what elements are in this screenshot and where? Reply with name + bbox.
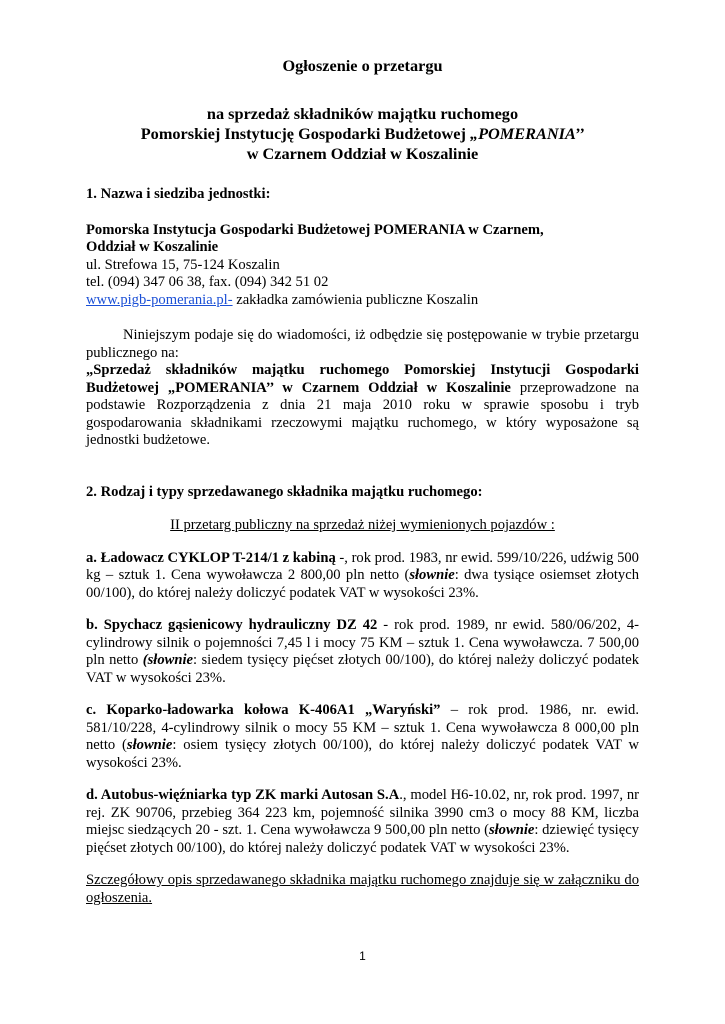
document-page	[86, 56, 639, 907]
document-title: Ogłoszenie o przetargu	[282, 56, 443, 75]
item-d-price-words: : dziewięć tysięcy pięćset złotych 00/100), do której należy doliczyć podatek VAT w wysokości 23%.	[86, 822, 639, 856]
intro-paragraph	[86, 327, 639, 450]
item-c-name: c. Koparko-ładowarka kołowa K-406A1 „Waryński”	[86, 702, 441, 718]
item-a-text: -, rok prod. 1983, nr ewid. 599/10/226, udźwig 500 kg – sztuk 1. Cena wywoławcza 2 800,00 pln netto (	[86, 549, 639, 583]
item-d	[86, 787, 639, 857]
closing-note: Szczegółowy opis sprzedawanego składnika majątku ruchomego znajduje się w załączniku do ogłoszenia.	[86, 872, 639, 906]
intro-text: Niniejszym podaje się do wiadomości, iż odbędzie się postępowanie w trybie przetargu publicznego na:	[86, 327, 639, 361]
subtitle-line-1: na sprzedaż składników majątku ruchomego	[206, 104, 519, 123]
intro-rest: przeprowadzone na podstawie Rozporządzenia z dnia 21 maja 2010 roku w sprawie sposobu i tryb gospodarowania składnikami rzeczowymi majątku ruchomego, w który wyposażone są jednostki budżetowe.	[86, 379, 640, 448]
intro-bold-title: „Sprzedaż składników majątku ruchomego Pomorskiej Instytucji Gospodarki Budżetowej „POMERANIA’’ w Czarnem Oddział w Koszalinie	[86, 362, 639, 396]
item-a-name: a. Ładowacz CYKLOP T-214/1 z kabiną	[86, 549, 336, 566]
item-c-price-words: : osiem tysięcy złotych 00/100), do której należy doliczyć podatek VAT w wysokości 23%.	[86, 737, 639, 771]
org-name-line-1: Pomorska Instytucja Gospodarki Budżetowej POMERANIA w Czarnem,	[86, 221, 544, 238]
item-d-name: d. Autobus-więźniarka typ ZK marki Autosan S.A	[86, 787, 400, 803]
org-phone: tel. (094) 347 06 38, fax. (094) 342 51 02	[86, 274, 329, 290]
item-d-words-label: słownie	[488, 822, 535, 838]
item-b-words-label: (słownie	[142, 652, 193, 668]
item-a-price-words: : dwa tysiące osiemset złotych 00/100), do której należy doliczyć podatek VAT w wysokości 23%.	[86, 567, 639, 601]
item-d-text: ., model H6-10.02, nr, rok prod. 1997, nr rej. ZK 90706, przebieg 364 223 km, pojemność silnika 3990 cm3 o mocy 88 KM, liczba miejsc siedzących 20 - szt. 1. Cena wywoławcza 9 500,00 pln netto (	[86, 787, 639, 838]
item-a	[86, 550, 639, 603]
subtitle-line-3: w Czarnem Oddział w Koszalinie	[246, 144, 479, 163]
website-link[interactable]: www.pigb-pomerania.pl-	[86, 291, 233, 308]
item-b-name: b. Spychacz gąsienicowy hydrauliczny DZ 42	[86, 617, 378, 633]
item-a-words-label: słownie	[409, 567, 455, 583]
item-c-text: – rok prod. 1986, nr. ewid. 581/10/228, 4-cylindrowy silnik o mocy 55 KM – sztuk 1. Cena wywoławcza 8 000,00 pln netto (	[86, 702, 639, 753]
website-note: zakładka zamówienia publiczne Koszalin	[232, 291, 479, 308]
section2-heading: 2. Rodzaj i typy sprzedawanego składnika majątku ruchomego:	[86, 483, 483, 500]
tender-note: II przetarg publiczny na sprzedaż niżej wymienionych pojazdów :	[170, 517, 555, 533]
org-website-line	[86, 292, 639, 310]
item-c-words-label: słownie	[126, 737, 173, 753]
item-c	[86, 702, 639, 772]
item-b	[86, 617, 639, 687]
section1-heading: 1. Nazwa i siedziba jednostki:	[86, 186, 271, 202]
subtitle-line-2-a: Pomorskiej Instytucję Gospodarki Budżetowej	[140, 124, 470, 143]
item-b-text: - rok prod. 1989, nr ewid. 580/06/202, 4-cylindrowy silnik o pojemności 7,45 l i mocy 75 KM – sztuk 1. Cena wywoławcza. 7 500,00 pln netto	[86, 617, 639, 668]
subtitle-line-2	[86, 124, 639, 144]
page-number: 1	[359, 949, 366, 963]
organization-block	[86, 222, 639, 310]
subtitle-line-2-b: „POMERANIA’’	[469, 124, 585, 143]
org-address: ul. Strefowa 15, 75-124 Koszalin	[86, 256, 280, 273]
item-b-price-words: : siedem tysięcy pięćset złotych 00/100), do której należy doliczyć podatek VAT w wysokości 23%.	[86, 652, 639, 686]
org-name-line-2: Oddział w Koszalinie	[86, 239, 219, 255]
